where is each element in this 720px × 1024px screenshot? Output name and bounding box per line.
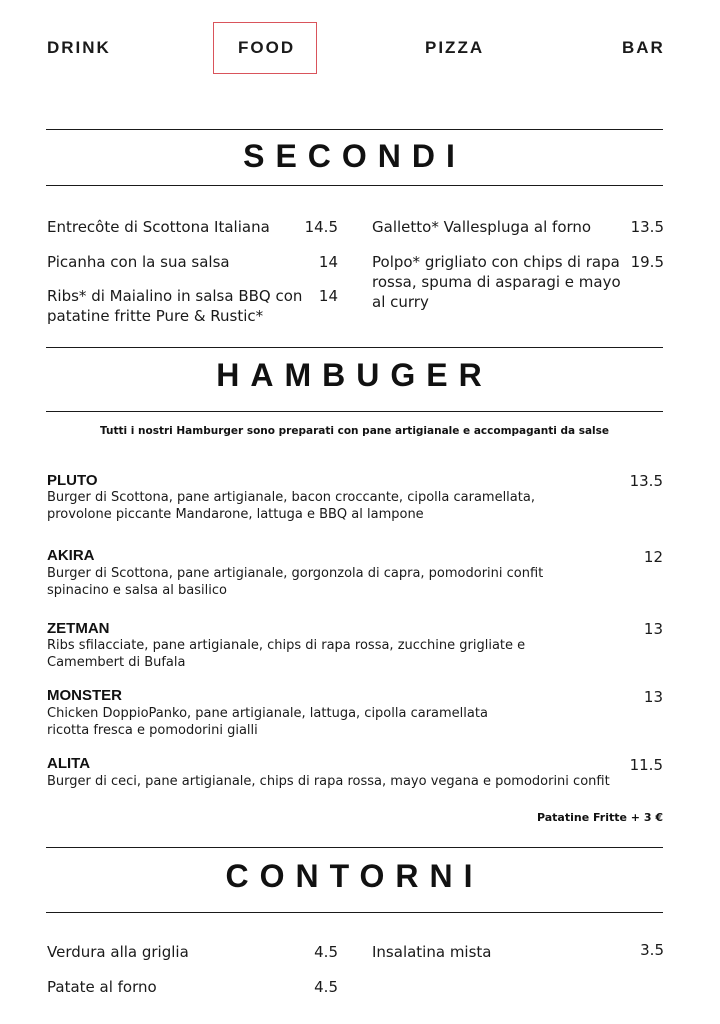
section-title-contorni: CONTORNI [225, 858, 484, 894]
divider [46, 411, 663, 412]
burger-name: AKIRA [47, 547, 95, 564]
divider [46, 347, 663, 348]
list-item-name: Insalatina mista [372, 943, 492, 961]
list-item-name: Polpo* grigliato con chips di rapa rossa, spuma di asparagi e mayo al curry [372, 253, 621, 311]
list-item-price: 13.5 [630, 218, 664, 236]
burger-name: ZETMAN [47, 620, 110, 637]
burger-price: 13 [643, 688, 663, 706]
list-item-price: 19.5 [630, 253, 664, 271]
nav-drink[interactable]: DRINK [47, 38, 111, 57]
list-item-name: Picanha con la sua salsa [47, 253, 230, 271]
list-item-name: Entrecôte di Scottona Italiana [47, 218, 270, 236]
nav-pizza[interactable]: PIZZA [425, 38, 485, 57]
list-item-price: 14 [318, 287, 338, 305]
burger-price: 11.5 [629, 756, 663, 774]
burger-desc: Chicken DoppioPanko, pane artigianale, lattuga, cipolla caramellata ricotta fresca e pomodorini gialli [47, 706, 488, 738]
list-item-price: 3.5 [640, 941, 664, 959]
burger-name: MONSTER [47, 687, 122, 704]
burger-name: ALITA [47, 755, 91, 772]
nav-food[interactable]: FOOD [238, 38, 296, 57]
divider [46, 847, 663, 848]
burger-desc: Burger di Scottona, pane artigianale, bacon croccante, cipolla caramellata, provolone piccante Mandarone, lattuga e BBQ al lampone [47, 490, 535, 522]
burger-desc: Burger di Scottona, pane artigianale, gorgonzola di capra, pomodorini confit spinacino e salsa al basilico [47, 566, 544, 598]
burger-price: 13 [643, 620, 663, 638]
burger-desc: Ribs sfilacciate, pane artigianale, chips di rapa rossa, zucchine grigliate e Camembert di Bufala [47, 638, 526, 670]
nav-bar[interactable]: BAR [622, 38, 665, 57]
list-item-name: Ribs* di Maialino in salsa BBQ con patatine fritte Pure & Rustic* [47, 287, 303, 325]
burger-price: 13.5 [629, 472, 663, 490]
list-item-name: Patate al forno [47, 978, 157, 996]
list-item-price: 4.5 [314, 943, 338, 961]
divider [46, 185, 663, 186]
burger-name: PLUTO [47, 472, 98, 489]
list-item-price: 14.5 [304, 218, 338, 236]
list-item-price: 4.5 [314, 978, 338, 996]
section-title-secondi: SECONDI [243, 138, 466, 174]
burger-desc: Burger di ceci, pane artigianale, chips di rapa rossa, mayo vegana e pomodorini confit [47, 774, 610, 789]
top-nav [0, 0, 720, 100]
divider [46, 912, 663, 913]
list-item-name: Galletto* Vallespluga al forno [372, 218, 592, 236]
list-item-price: 14 [318, 253, 338, 271]
burger-price: 12 [643, 548, 663, 566]
hamburger-note: Tutti i nostri Hamburger sono preparati con pane artigianale e accompaganti da salse [99, 425, 610, 437]
fries-extra: Patatine Fritte + 3 € [536, 811, 663, 824]
section-title-hamburger: HAMBUGER [216, 357, 493, 393]
divider [46, 129, 663, 130]
list-item-name: Verdura alla griglia [47, 943, 189, 961]
